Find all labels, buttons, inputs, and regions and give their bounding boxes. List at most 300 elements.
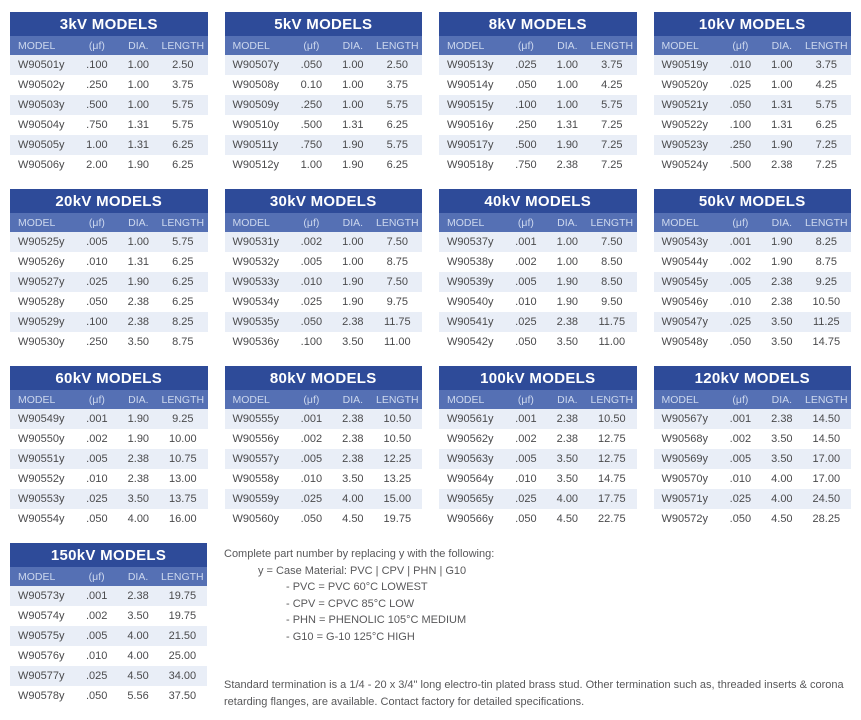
uf-cell: .050 — [86, 296, 108, 308]
length-cell: 14.50 — [812, 413, 841, 425]
dia-cell: 5.56 — [127, 690, 149, 702]
table-title: 8kV MODELS — [439, 12, 637, 36]
uf-cell: .005 — [729, 453, 752, 465]
length-cell: 19.75 — [168, 590, 197, 602]
uf-cell: .050 — [300, 59, 323, 71]
model-cell: W90546y — [661, 296, 708, 308]
table-row — [10, 489, 208, 509]
length-cell: 7.25 — [601, 139, 623, 151]
dia-cell: 1.00 — [127, 236, 150, 248]
length-cell: 3.75 — [386, 79, 408, 91]
dia-cell: 1.00 — [556, 79, 579, 91]
table-row — [439, 55, 637, 75]
length-cell: 8.75 — [815, 256, 837, 268]
model-table-80kv — [225, 366, 423, 529]
model-cell: W90527y — [18, 276, 65, 288]
dia-cell: 3.50 — [771, 316, 793, 328]
model-cell: W90517y — [447, 139, 494, 151]
uf-cell: .500 — [515, 139, 537, 151]
length-cell: 8.75 — [386, 256, 408, 268]
table-header-row — [10, 567, 207, 586]
model-cell: W90516y — [447, 119, 494, 131]
dia-cell: 1.31 — [342, 119, 364, 131]
length-cell: 11.00 — [598, 336, 626, 348]
model-cell: W90508y — [232, 79, 279, 91]
model-cell: W90540y — [447, 296, 494, 308]
column-header: (μf) — [517, 393, 534, 406]
model-table-40kv — [439, 189, 637, 352]
table-row — [225, 55, 423, 75]
length-cell: 7.50 — [601, 236, 623, 248]
model-table-5kv — [225, 12, 423, 175]
model-cell: W90528y — [18, 296, 65, 308]
length-cell: 12.75 — [598, 453, 626, 465]
column-header: (μf) — [517, 216, 534, 229]
dia-cell: 2.38 — [342, 433, 364, 445]
table-row — [439, 135, 637, 155]
length-cell: 8.25 — [172, 316, 194, 328]
dia-cell: 1.90 — [556, 276, 579, 288]
column-header: MODEL — [18, 39, 56, 52]
notes-block — [224, 543, 851, 710]
uf-cell: .025 — [85, 670, 108, 682]
dia-cell: 1.00 — [342, 236, 364, 248]
model-cell: W90561y — [447, 413, 494, 425]
uf-cell: .025 — [86, 276, 108, 288]
table-row — [225, 332, 423, 352]
length-cell: 34.00 — [168, 670, 197, 682]
length-cell: 9.50 — [601, 296, 623, 308]
length-cell: 6.25 — [172, 276, 194, 288]
table-row — [225, 272, 423, 292]
table-row — [654, 409, 852, 429]
uf-cell: .002 — [300, 236, 323, 248]
length-cell: 28.25 — [812, 513, 841, 525]
column-header: (μf) — [303, 393, 320, 406]
table-header-row — [654, 213, 852, 232]
dia-cell: 3.50 — [771, 433, 793, 445]
column-header: LENGTH — [161, 393, 205, 406]
model-cell: W90521y — [661, 99, 708, 111]
model-cell: W90553y — [18, 493, 65, 505]
uf-cell: .050 — [515, 513, 537, 525]
uf-cell: .050 — [729, 336, 752, 348]
column-header: MODEL — [232, 39, 270, 52]
table-row — [654, 55, 852, 75]
table-row — [654, 155, 852, 175]
dia-cell: 1.90 — [342, 139, 364, 151]
model-cell: W90570y — [661, 473, 708, 485]
column-header: (μf) — [88, 39, 105, 52]
model-cell: W90511y — [232, 139, 279, 151]
table-row — [10, 232, 208, 252]
table-row — [439, 332, 637, 352]
dia-cell: 2.38 — [556, 159, 579, 171]
table-row — [225, 489, 423, 509]
model-cell: W90536y — [232, 336, 279, 348]
column-header: LENGTH — [376, 216, 419, 229]
table-title: 30kV MODELS — [225, 189, 423, 213]
length-cell: 13.00 — [169, 473, 197, 485]
table-header-row — [654, 390, 852, 409]
dia-cell: 1.00 — [127, 59, 150, 71]
uf-cell: .100 — [86, 316, 108, 328]
model-cell: W90534y — [232, 296, 279, 308]
model-cell: W90558y — [232, 473, 279, 485]
uf-cell: .250 — [515, 119, 537, 131]
uf-cell: .050 — [729, 99, 752, 111]
dia-cell: 3.50 — [127, 610, 149, 622]
table-row — [225, 135, 423, 155]
column-header: DIA. — [557, 39, 578, 52]
dia-cell: 1.00 — [556, 256, 579, 268]
table-row — [439, 272, 637, 292]
model-cell: W90545y — [661, 276, 708, 288]
column-header: LENGTH — [161, 570, 204, 583]
dia-cell: 3.50 — [771, 453, 793, 465]
table-row — [225, 292, 423, 312]
model-cell: W90505y — [18, 139, 65, 151]
dia-cell: 1.31 — [771, 119, 793, 131]
column-header: DIA. — [128, 393, 149, 406]
uf-cell: .250 — [300, 99, 323, 111]
model-table-20kv — [10, 189, 208, 352]
model-cell: W90566y — [447, 513, 494, 525]
dia-cell: 1.90 — [127, 276, 150, 288]
column-header: LENGTH — [590, 216, 634, 229]
table-row — [10, 509, 208, 529]
table-row — [225, 312, 423, 332]
uf-cell: .010 — [300, 473, 323, 485]
dia-cell: 2.38 — [556, 316, 579, 328]
table-row — [10, 429, 208, 449]
model-cell: W90502y — [18, 79, 65, 91]
table-row — [654, 135, 852, 155]
table-title: 120kV MODELS — [654, 366, 852, 390]
column-header: LENGTH — [161, 39, 205, 52]
length-cell: 6.25 — [172, 296, 194, 308]
column-header: DIA. — [771, 393, 793, 406]
uf-cell: .025 — [300, 493, 323, 505]
note-termination: Standard termination is a 1/4 - 20 x 3/4" long electro-tin plated brass stud. Other termination such as, threaded inserts & corona retarding flanges, are available. Contact factory for detailed specifications. — [224, 679, 844, 708]
dia-cell: 2.38 — [127, 453, 150, 465]
table-row — [225, 252, 423, 272]
uf-cell: .010 — [515, 296, 537, 308]
dia-cell: 1.31 — [127, 139, 150, 151]
dia-cell: 4.50 — [771, 513, 793, 525]
note-case-options — [224, 579, 851, 645]
column-header: LENGTH — [161, 216, 205, 229]
dia-cell: 4.00 — [771, 473, 793, 485]
model-cell: W90507y — [232, 59, 279, 71]
uf-cell: .005 — [86, 453, 108, 465]
dia-cell: 1.90 — [556, 139, 579, 151]
length-cell: 7.25 — [601, 119, 623, 131]
table-row — [225, 95, 423, 115]
model-cell: W90550y — [18, 433, 65, 445]
uf-cell: .010 — [515, 473, 537, 485]
length-cell: 9.25 — [172, 413, 194, 425]
model-cell: W90522y — [661, 119, 708, 131]
uf-cell: .500 — [86, 99, 108, 111]
model-cell: W90509y — [232, 99, 279, 111]
table-row — [225, 449, 423, 469]
length-cell: 5.75 — [172, 99, 194, 111]
dia-cell: 3.50 — [342, 473, 364, 485]
uf-cell: .050 — [729, 513, 752, 525]
column-header: (μf) — [88, 216, 105, 229]
uf-cell: .005 — [729, 276, 752, 288]
uf-cell: .001 — [515, 413, 537, 425]
table-row — [439, 232, 637, 252]
dia-cell: 1.00 — [556, 59, 579, 71]
column-header: MODEL — [661, 39, 699, 52]
length-cell: 7.50 — [386, 276, 408, 288]
column-header: DIA. — [342, 216, 364, 229]
dia-cell: 1.90 — [127, 413, 150, 425]
table-row — [10, 252, 208, 272]
table-row — [439, 429, 637, 449]
table-title: 60kV MODELS — [10, 366, 208, 390]
table-row — [225, 155, 423, 175]
uf-cell: .250 — [86, 336, 108, 348]
model-table-30kv — [225, 189, 423, 352]
table-title: 80kV MODELS — [225, 366, 423, 390]
length-cell: 9.75 — [386, 296, 408, 308]
table-row — [225, 409, 423, 429]
model-table-10kv — [654, 12, 852, 175]
table-row — [10, 469, 208, 489]
uf-cell: .100 — [729, 119, 752, 131]
table-row — [10, 95, 208, 115]
column-header: MODEL — [18, 393, 56, 406]
table-row — [225, 232, 423, 252]
length-cell: 8.25 — [815, 236, 837, 248]
table-title: 50kV MODELS — [654, 189, 852, 213]
length-cell: 8.75 — [172, 336, 194, 348]
length-cell: 6.25 — [386, 159, 408, 171]
column-header: LENGTH — [805, 39, 848, 52]
uf-cell: .005 — [515, 276, 537, 288]
model-cell: W90560y — [232, 513, 279, 525]
column-header: (μf) — [517, 39, 534, 52]
dia-cell: 3.50 — [342, 336, 364, 348]
column-header: MODEL — [447, 216, 485, 229]
note-case-option: - CPV = CPVC 85°C LOW — [286, 597, 415, 610]
uf-cell: .250 — [86, 79, 108, 91]
table-row — [10, 646, 207, 666]
column-header: LENGTH — [590, 393, 634, 406]
model-table-150kv — [10, 543, 207, 706]
column-header: MODEL — [18, 570, 56, 583]
table-row — [10, 409, 208, 429]
column-header: MODEL — [447, 393, 485, 406]
column-header: DIA. — [128, 39, 149, 52]
table-row — [439, 409, 637, 429]
dia-cell: 4.00 — [771, 493, 793, 505]
model-table-8kv — [439, 12, 637, 175]
model-cell: W90513y — [447, 59, 494, 71]
dia-cell: 4.00 — [556, 493, 579, 505]
model-cell: W90543y — [661, 236, 708, 248]
table-row — [654, 312, 852, 332]
uf-cell: .001 — [85, 590, 108, 602]
uf-cell: .010 — [729, 59, 752, 71]
column-header: LENGTH — [805, 216, 848, 229]
model-cell: W90563y — [447, 453, 494, 465]
dia-cell: 2.38 — [342, 316, 364, 328]
model-cell: W90576y — [18, 650, 65, 662]
table-header-row — [439, 36, 637, 55]
length-cell: 14.75 — [812, 336, 841, 348]
table-row — [10, 155, 208, 175]
table-row — [439, 312, 637, 332]
uf-cell: .050 — [86, 513, 108, 525]
model-cell: W90514y — [447, 79, 494, 91]
column-header: MODEL — [661, 216, 699, 229]
uf-cell: .002 — [515, 433, 537, 445]
table-row — [439, 449, 637, 469]
uf-cell: .005 — [86, 236, 108, 248]
model-cell: W90541y — [447, 316, 494, 328]
dia-cell: 1.31 — [127, 119, 150, 131]
length-cell: 8.50 — [601, 276, 623, 288]
model-table-120kv — [654, 366, 852, 529]
column-header: (μf) — [303, 216, 320, 229]
model-cell: W90544y — [661, 256, 708, 268]
dia-cell: 1.90 — [342, 276, 364, 288]
uf-cell: .010 — [86, 256, 108, 268]
length-cell: 7.25 — [815, 139, 837, 151]
length-cell: 4.25 — [601, 79, 623, 91]
model-table-50kv — [654, 189, 852, 352]
table-header-row — [439, 390, 637, 409]
model-cell: W90533y — [232, 276, 279, 288]
length-cell: 3.75 — [815, 59, 837, 71]
uf-cell: .010 — [729, 296, 752, 308]
length-cell: 10.75 — [169, 453, 197, 465]
length-cell: 11.00 — [383, 336, 411, 348]
dia-cell: 2.38 — [556, 413, 579, 425]
model-cell: W90530y — [18, 336, 65, 348]
length-cell: 6.25 — [172, 256, 194, 268]
uf-cell: .001 — [729, 413, 752, 425]
table-row — [439, 292, 637, 312]
model-cell: W90519y — [661, 59, 708, 71]
model-cell: W90554y — [18, 513, 65, 525]
uf-cell: .002 — [729, 256, 752, 268]
model-cell: W90520y — [661, 79, 708, 91]
length-cell: 3.75 — [601, 59, 623, 71]
uf-cell: .001 — [729, 236, 752, 248]
model-tables-grid — [10, 12, 851, 529]
length-cell: 5.75 — [601, 99, 623, 111]
length-cell: 6.25 — [172, 139, 194, 151]
uf-cell: .002 — [85, 610, 108, 622]
uf-cell: .025 — [515, 59, 537, 71]
table-row — [654, 75, 852, 95]
model-cell: W90512y — [232, 159, 279, 171]
uf-cell: .025 — [300, 296, 323, 308]
length-cell: 5.75 — [815, 99, 837, 111]
uf-cell: 0.10 — [300, 79, 323, 91]
dia-cell: 1.00 — [342, 256, 364, 268]
model-cell: W90573y — [18, 590, 65, 602]
uf-cell: .750 — [86, 119, 108, 131]
model-cell: W90557y — [232, 453, 279, 465]
model-table-150kv-slot — [10, 543, 207, 706]
dia-cell: 1.00 — [342, 79, 364, 91]
dia-cell: 4.00 — [127, 513, 150, 525]
length-cell: 5.75 — [386, 99, 408, 111]
column-header: DIA. — [342, 39, 364, 52]
column-header: MODEL — [232, 393, 270, 406]
model-cell: W90542y — [447, 336, 494, 348]
dia-cell: 2.38 — [127, 473, 150, 485]
dia-cell: 2.38 — [342, 453, 364, 465]
model-cell: W90569y — [661, 453, 708, 465]
model-cell: W90526y — [18, 256, 65, 268]
table-row — [439, 509, 637, 529]
dia-cell: 2.38 — [771, 276, 793, 288]
table-row — [10, 686, 207, 706]
column-header: DIA. — [557, 393, 578, 406]
column-header: DIA. — [771, 39, 793, 52]
uf-cell: .025 — [729, 316, 752, 328]
dia-cell: 1.90 — [127, 159, 150, 171]
length-cell: 19.75 — [383, 513, 412, 525]
column-header: LENGTH — [376, 39, 419, 52]
dia-cell: 2.38 — [127, 296, 150, 308]
table-row — [10, 586, 207, 606]
model-table-100kv — [439, 366, 637, 529]
model-cell: W90556y — [232, 433, 279, 445]
length-cell: 7.25 — [815, 159, 837, 171]
dia-cell: 1.00 — [771, 79, 793, 91]
uf-cell: .001 — [300, 413, 323, 425]
uf-cell: .100 — [86, 59, 108, 71]
column-header: DIA. — [342, 393, 364, 406]
length-cell: 17.75 — [598, 493, 626, 505]
column-header: (μf) — [732, 216, 749, 229]
table-header-row — [10, 390, 208, 409]
length-cell: 5.75 — [386, 139, 408, 151]
uf-cell: .100 — [300, 336, 323, 348]
uf-cell: .010 — [85, 650, 108, 662]
uf-cell: .050 — [300, 513, 323, 525]
uf-cell: .025 — [515, 316, 537, 328]
dia-cell: 4.00 — [342, 493, 364, 505]
table-row — [654, 252, 852, 272]
table-title: 100kV MODELS — [439, 366, 637, 390]
model-cell: W90568y — [661, 433, 708, 445]
uf-cell: .002 — [729, 433, 752, 445]
model-cell: W90504y — [18, 119, 65, 131]
model-cell: W90574y — [18, 610, 65, 622]
length-cell: 2.50 — [172, 59, 194, 71]
model-cell: W90577y — [18, 670, 65, 682]
dia-cell: 3.50 — [127, 493, 150, 505]
table-row — [654, 489, 852, 509]
model-cell: W90532y — [232, 256, 279, 268]
dia-cell: 1.00 — [127, 79, 150, 91]
dia-cell: 1.31 — [127, 256, 150, 268]
dia-cell: 4.00 — [127, 630, 149, 642]
dia-cell: 1.90 — [342, 159, 364, 171]
uf-cell: .025 — [729, 79, 752, 91]
column-header: DIA. — [128, 216, 149, 229]
model-cell: W90578y — [18, 690, 65, 702]
